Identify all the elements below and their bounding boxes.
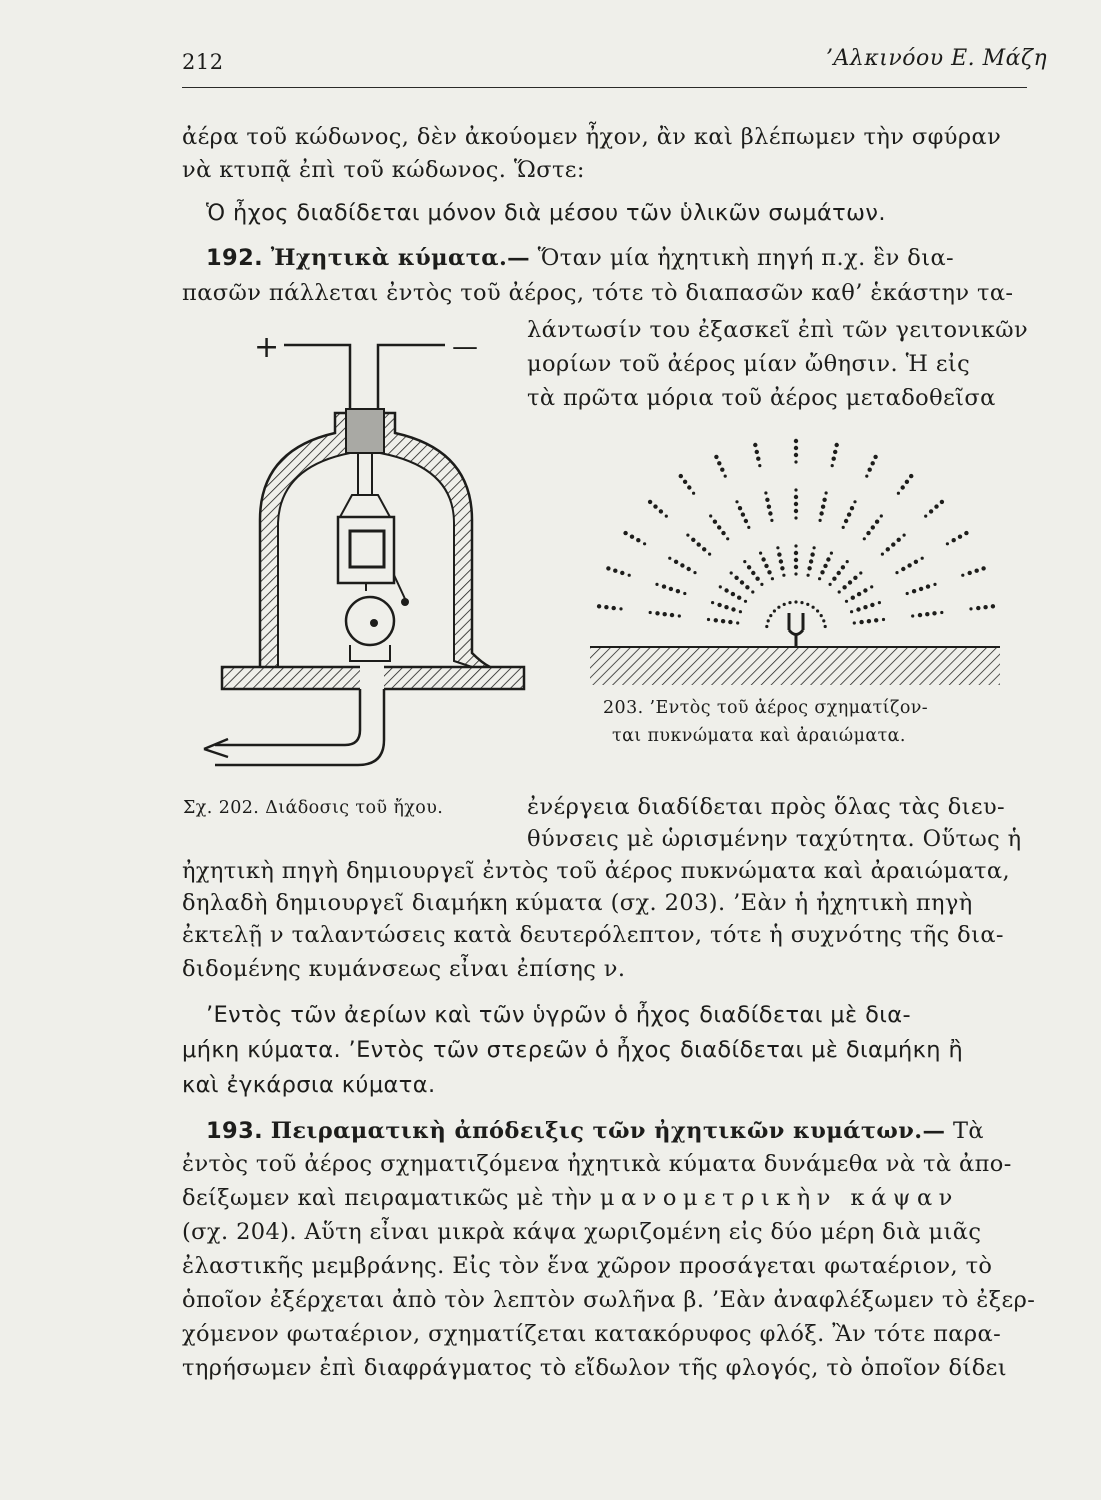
air-particle	[794, 544, 797, 547]
air-particle	[964, 531, 968, 535]
air-particle	[760, 583, 763, 586]
air-particle	[714, 455, 718, 459]
wire-minus	[378, 345, 445, 420]
air-particle	[794, 495, 798, 499]
air-particle	[779, 559, 783, 563]
body-line: (σχ. 204). Αὕτη εἶναι μικρὰ κάψα χωριζομένη εἰς δύο μέρη διὰ μιᾶς	[182, 1219, 982, 1245]
air-particle	[717, 461, 721, 465]
air-particle	[820, 570, 824, 574]
body-line: ἐντὸς τοῦ ἀέρος σχηματιζόμενα ἠχητικὰ κύματα δυνάμεθα νὰ τὰ ἀπο-	[182, 1151, 1012, 1177]
air-particle	[794, 439, 798, 443]
air-particle	[737, 596, 741, 600]
air-particle	[819, 519, 822, 522]
arrow-icon	[204, 739, 228, 757]
air-particle	[636, 538, 640, 542]
bell-dome	[346, 597, 394, 645]
tuning-fork-icon	[789, 613, 803, 647]
air-particle	[926, 584, 930, 588]
air-particle	[846, 560, 849, 563]
air-particle	[822, 619, 825, 622]
air-particle	[707, 618, 710, 621]
air-particle	[932, 611, 936, 615]
body-line-spaced	[182, 1183, 1032, 1213]
air-particle	[823, 564, 827, 568]
air-particle	[907, 563, 911, 567]
figure-202-bell-jar	[200, 325, 530, 785]
air-particle	[726, 537, 729, 540]
air-particle	[740, 580, 744, 584]
air-particle	[853, 621, 856, 624]
body-line: ἐκτελῇ ν ταλαντώσεις κατὰ δευτερόλεπτον, τότε ἡ συχνότης τῆς δια-	[182, 922, 1004, 948]
air-particle	[668, 557, 671, 560]
body-line: μορίων τοῦ ἀέρος μίαν ὤθησιν. Ἡ εἰς	[527, 351, 971, 377]
body-line: λάντωσίν του ἐξασκεῖ ἐπὶ τῶν γειτονικῶν	[527, 317, 1029, 343]
air-particle	[623, 531, 627, 535]
air-particle	[952, 538, 956, 542]
air-particle	[897, 538, 901, 542]
air-particle	[751, 590, 754, 593]
air-particle	[919, 587, 923, 591]
air-particle	[934, 504, 938, 508]
air-particle	[731, 607, 735, 611]
air-particle	[859, 620, 863, 624]
air-particle	[734, 576, 738, 580]
air-particle	[857, 592, 861, 596]
air-particle	[976, 606, 980, 610]
air-particle	[933, 583, 936, 586]
air-particle	[845, 600, 848, 603]
air-particle	[744, 600, 747, 603]
air-particle	[782, 574, 785, 577]
air-particle	[921, 557, 924, 560]
air-particle	[676, 589, 680, 593]
air-particle	[711, 601, 714, 604]
figure-203-sound-waves	[585, 425, 1005, 690]
air-particle	[619, 607, 622, 610]
air-particle	[929, 509, 933, 513]
plus-label: +	[254, 330, 280, 365]
air-particle	[850, 610, 853, 613]
figure-202-caption: Σχ. 202. Διάδοσις τοῦ ἤχου.	[183, 798, 444, 818]
ground-surface	[590, 647, 1000, 685]
air-particle	[825, 491, 828, 494]
air-particle	[764, 564, 768, 568]
page-number: 212	[182, 50, 224, 74]
air-particle	[983, 605, 987, 609]
air-particle	[764, 491, 767, 494]
air-particle	[738, 506, 742, 510]
air-particle	[871, 525, 875, 529]
air-particle	[800, 601, 803, 604]
air-particle	[730, 571, 733, 574]
air-particle	[946, 542, 949, 545]
air-particle	[831, 464, 834, 467]
air-particle	[713, 520, 717, 524]
air-particle	[794, 572, 797, 575]
air-particle	[833, 450, 837, 454]
air-particle	[818, 577, 821, 580]
air-particle	[776, 546, 779, 549]
air-particle	[821, 505, 825, 509]
air-particle	[753, 443, 757, 447]
air-particle	[868, 468, 872, 472]
air-particle	[794, 509, 798, 513]
body-line: χόμενον φωταέριον, σχηματίζεται κατακόρυφος φλόξ. Ἂν τότε παρα-	[182, 1321, 1002, 1347]
body-line: μήκη κύματα. ’Εντὸς τῶν στερεῶν ὁ ἦχος διαδίδεται μὲ διαμήκη ἢ	[182, 1037, 964, 1063]
body-line: ἐλαστικῆς μεμβράνης. Εἰς τὸν ἕνα χῶρον προσάγεται φωταέριον, τὸ	[182, 1253, 993, 1279]
air-particle	[679, 474, 683, 478]
air-particle	[918, 613, 922, 617]
air-particle	[755, 450, 759, 454]
section-193-heading-line	[206, 1116, 1056, 1146]
air-particle	[653, 504, 657, 508]
section-192-title: Ἠχητικὰ κύματα.—	[270, 245, 531, 271]
air-particle	[809, 559, 813, 563]
air-particle	[838, 590, 841, 593]
air-particle	[807, 566, 811, 570]
air-particle	[693, 571, 696, 574]
body-line: διδομένης κυμάνσεως εἶναι ἐπίσης ν.	[182, 956, 626, 982]
air-particle	[870, 585, 873, 588]
air-particle	[735, 500, 738, 503]
body-line: πασῶν πάλλεται ἐντὸς τοῦ ἀέρος, τότε τὸ διαπασῶν καθ’ ἑκάστην τα-	[182, 280, 1014, 306]
air-particle	[881, 553, 884, 556]
air-particle	[969, 607, 972, 610]
air-particle	[709, 514, 712, 517]
air-particle	[649, 611, 652, 614]
air-particle	[669, 587, 673, 591]
air-particle	[794, 565, 798, 569]
air-particle	[906, 592, 909, 595]
figure-203-caption-line1: 203. ’Εντὸς τοῦ ἀέρος σχηματίζον-	[603, 698, 929, 718]
air-particle	[765, 625, 768, 628]
air-particle	[878, 601, 881, 604]
air-particle	[769, 614, 772, 617]
air-particle	[724, 588, 728, 592]
air-particle	[841, 565, 845, 569]
air-particle	[686, 534, 689, 537]
air-particle	[655, 611, 659, 615]
air-particle	[780, 566, 784, 570]
air-particle	[719, 585, 722, 588]
air-particle	[863, 588, 867, 592]
air-particle	[744, 519, 748, 523]
air-particle	[851, 596, 855, 600]
air-particle	[717, 603, 721, 607]
air-particle	[767, 570, 771, 574]
air-particle	[853, 500, 856, 503]
exhaust-tube-outer	[215, 689, 384, 765]
air-particle	[670, 613, 674, 617]
air-particle	[880, 514, 883, 517]
air-particle	[767, 505, 771, 509]
air-particle	[981, 566, 985, 570]
air-particle	[612, 606, 616, 610]
air-particle	[630, 535, 634, 539]
air-particle	[819, 511, 823, 515]
air-particle	[741, 512, 745, 516]
air-particle	[835, 443, 839, 447]
air-particle	[991, 604, 995, 608]
air-particle	[761, 557, 765, 561]
air-particle	[659, 509, 663, 513]
air-particle	[901, 567, 905, 571]
air-particle	[850, 506, 854, 510]
air-particle	[777, 552, 781, 556]
air-particle	[912, 589, 916, 593]
air-particle	[751, 571, 755, 575]
air-particle	[901, 485, 905, 489]
air-particle	[768, 511, 772, 515]
air-particle	[720, 468, 724, 472]
air-particle	[822, 498, 826, 502]
air-particle	[794, 502, 798, 506]
air-particle	[783, 603, 786, 606]
air-particle	[891, 542, 895, 546]
air-particle	[856, 607, 860, 611]
air-particle	[886, 547, 890, 551]
air-particle	[724, 475, 727, 478]
spaced-term: μανομετρικὴν κάψαν	[599, 1185, 959, 1211]
air-particle	[940, 500, 944, 504]
body-line: Ὅταν μία ἠχητικὴ πηγή π.χ. ἓν δια-	[537, 245, 955, 271]
air-particle	[721, 619, 725, 623]
air-particle	[807, 574, 810, 577]
air-particle	[604, 605, 608, 609]
air-particle	[911, 614, 914, 617]
body-line: ἀέρα τοῦ κώδωνος, δὲν ἀκούομεν ἦχον, ἂν καὶ βλέπωμεν τὴν σφύραν	[182, 124, 1002, 150]
air-particle	[905, 480, 909, 484]
air-particle	[806, 603, 809, 606]
air-particle	[788, 601, 791, 604]
body-text: δείξωμεν καὶ πειραματικῶς μὲ τὴν	[182, 1185, 593, 1211]
wave-dots	[597, 439, 995, 628]
air-particle	[873, 455, 877, 459]
air-particle	[882, 618, 885, 621]
air-particle	[770, 519, 773, 522]
air-particle	[895, 571, 898, 574]
header-rule	[182, 87, 1027, 88]
body-line: καὶ ἐγκάρσια κύματα.	[182, 1072, 436, 1098]
air-particle	[842, 585, 846, 589]
air-particle	[728, 620, 732, 624]
air-particle	[643, 542, 646, 545]
air-particle	[683, 592, 686, 595]
air-particle	[829, 583, 832, 586]
air-particle	[771, 577, 774, 580]
body-line: ἠχητικὴ πηγὴ δημιουργεῖ ἐντὸς τοῦ ἀέρος πυκνώματα καὶ ἀραιώματα,	[182, 858, 1010, 884]
air-particle	[863, 537, 866, 540]
air-particle	[903, 534, 906, 537]
air-particle	[794, 551, 798, 555]
air-particle	[968, 571, 972, 575]
body-line: τηρήσωμεν ἐπὶ διαφράγματος τὸ εἴδωλον τῆς φλογός, τὸ ὁποῖον δίδει	[182, 1355, 1007, 1381]
air-particle	[717, 525, 721, 529]
air-particle	[687, 485, 691, 489]
air-particle	[830, 552, 833, 555]
air-particle	[925, 612, 929, 616]
air-particle	[897, 492, 900, 495]
body-line: δηλαδὴ δημιουργεῖ διαμήκη κύματα (σχ. 203). ’Εὰν ἡ ἠχητικὴ πηγὴ	[182, 890, 973, 916]
air-particle	[863, 605, 867, 609]
section-192-number: 192.	[206, 245, 264, 271]
air-particle	[871, 461, 875, 465]
air-particle	[736, 621, 739, 624]
body-line: Τὰ	[952, 1118, 984, 1144]
cork-stopper	[346, 409, 384, 453]
air-particle	[865, 475, 868, 478]
air-particle	[691, 538, 695, 542]
air-particle	[975, 569, 979, 573]
exhaust-tube-inner	[215, 689, 360, 745]
air-particle	[794, 516, 797, 519]
bell-knob	[370, 619, 378, 627]
air-particle	[848, 580, 852, 584]
figure-203-caption-line2: ται πυκνώματα καὶ ἀραιώματα.	[612, 726, 906, 746]
air-particle	[794, 460, 797, 463]
wire-plus	[284, 345, 350, 420]
air-particle	[692, 492, 695, 495]
air-particle	[674, 560, 678, 564]
minus-label: —	[452, 332, 478, 362]
air-particle	[714, 618, 718, 622]
body-line: ’Εντὸς τῶν ἀερίων καὶ τῶν ὑγρῶν ὁ ἦχος διαδίδεται μὲ δια-	[206, 1002, 912, 1028]
air-particle	[810, 552, 814, 556]
air-particle	[794, 488, 797, 491]
base-plate-hole	[360, 665, 384, 691]
air-particle	[866, 531, 870, 535]
air-particle	[837, 571, 841, 575]
air-particle	[812, 606, 815, 609]
air-particle	[708, 553, 711, 556]
air-particle	[914, 560, 918, 564]
air-particle	[875, 520, 879, 524]
air-particle	[655, 583, 658, 586]
air-particle	[844, 519, 848, 523]
air-particle	[620, 571, 624, 575]
air-particle	[758, 464, 761, 467]
air-particle	[765, 498, 769, 502]
body-line: νὰ κτυπᾷ ἐπὶ τοῦ κώδωνος. Ὥστε:	[182, 157, 585, 183]
air-particle	[743, 560, 746, 563]
air-particle	[680, 563, 684, 567]
air-particle	[597, 604, 601, 608]
bell-housing	[338, 517, 394, 583]
air-particle	[613, 569, 617, 573]
running-title: ’Αλκινόου Ε. Μάζη	[826, 46, 1048, 71]
air-particle	[824, 625, 827, 628]
air-particle	[853, 576, 857, 580]
air-particle	[820, 614, 823, 617]
air-particle	[665, 515, 668, 518]
air-particle	[745, 585, 749, 589]
air-particle	[832, 577, 836, 581]
air-particle	[847, 512, 851, 516]
air-particle	[702, 547, 706, 551]
air-particle	[940, 611, 943, 614]
air-particle	[870, 603, 874, 607]
air-particle	[747, 565, 751, 569]
air-particle	[842, 526, 845, 529]
air-particle	[909, 474, 913, 478]
air-particle	[961, 574, 964, 577]
air-particle	[826, 557, 830, 561]
air-particle	[794, 453, 798, 457]
air-particle	[794, 558, 798, 562]
air-particle	[678, 614, 681, 617]
air-particle	[867, 619, 871, 623]
air-particle	[777, 606, 780, 609]
air-particle	[924, 515, 927, 518]
air-particle	[687, 567, 691, 571]
air-particle	[628, 574, 631, 577]
air-particle	[721, 531, 725, 535]
section-192-heading-line	[206, 243, 1056, 273]
section-193-title: Πειραματικὴ ἀπόδειξις τῶν ἠχητικῶν κυμάτων.—	[270, 1118, 946, 1144]
air-particle	[958, 535, 962, 539]
air-particle	[767, 619, 770, 622]
body-line: θύνσεις μὲ ὡρισμένην ταχύτητα. Οὕτως ἡ	[527, 826, 1022, 852]
air-particle	[662, 584, 666, 588]
air-particle	[747, 526, 750, 529]
principle-statement: Ὁ ἦχος διαδίδεται μόνον διὰ μέσου τῶν ὑλικῶν σωμάτων.	[206, 200, 886, 226]
air-particle	[794, 446, 798, 450]
air-particle	[759, 552, 762, 555]
air-particle	[773, 609, 776, 612]
air-particle	[663, 612, 667, 616]
air-particle	[859, 571, 862, 574]
body-line: ὁποῖον ἐξέρχεται ἀπὸ τὸν λεπτὸν σωλῆνα β. ’Εὰν ἀναφλέξωμεν τὸ ἐξερ-	[182, 1287, 1036, 1313]
air-particle	[816, 609, 819, 612]
air-particle	[697, 542, 701, 546]
section-193-number: 193.	[206, 1118, 264, 1144]
air-particle	[755, 577, 759, 581]
hammer-head	[401, 598, 409, 606]
air-particle	[832, 457, 836, 461]
air-particle	[756, 457, 760, 461]
air-particle	[794, 600, 797, 603]
air-particle	[683, 480, 687, 484]
body-line: ἐνέργεια διαδίδεται πρὸς ὅλας τὰς διευ-	[527, 794, 1006, 820]
air-particle	[724, 605, 728, 609]
body-line: τὰ πρῶτα μόρια τοῦ ἀέρος μεταδοθεῖσα	[527, 385, 996, 411]
air-particle	[813, 546, 816, 549]
air-particle	[731, 592, 735, 596]
air-particle	[606, 566, 610, 570]
air-particle	[648, 500, 652, 504]
air-particle	[874, 618, 878, 622]
air-particle	[739, 610, 742, 613]
